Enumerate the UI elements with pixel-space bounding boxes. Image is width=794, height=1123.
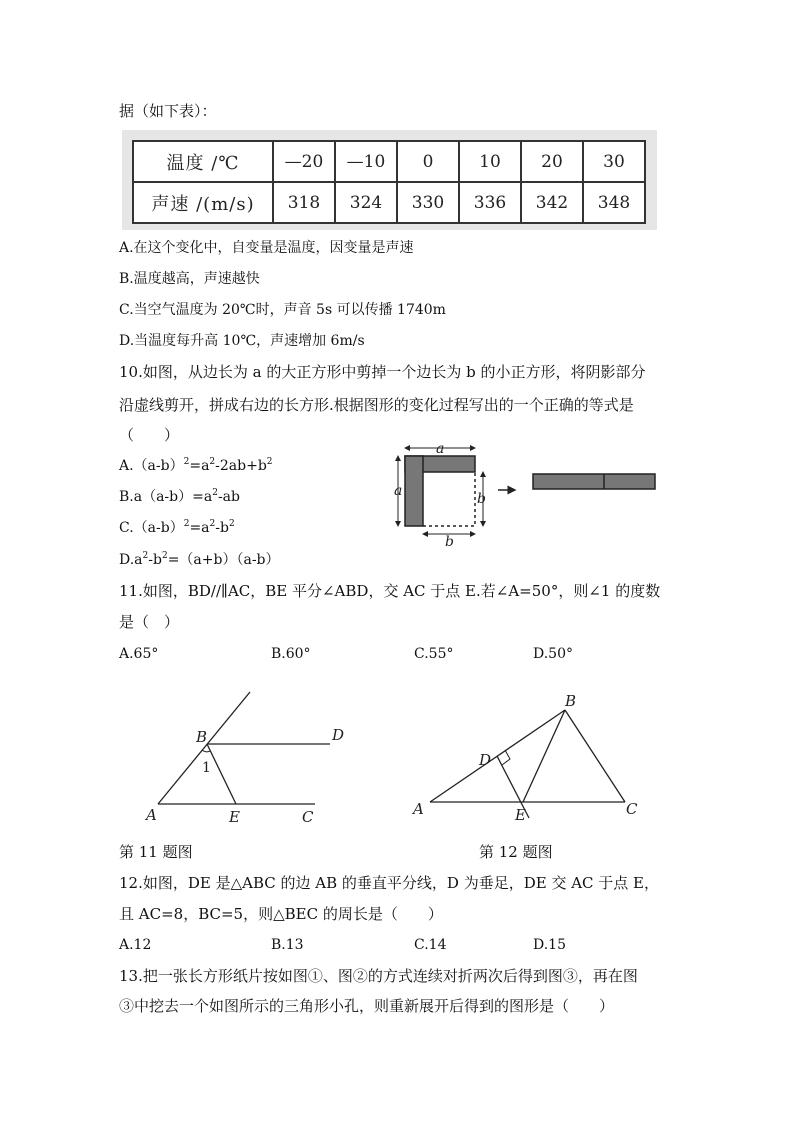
q11-option-d: D.50° <box>533 646 573 662</box>
q12-label-b: B <box>565 692 577 710</box>
q13-text-line2: ③中挖去一个如图所示的三角形小孔，则重新展开后得到的图形是（ ） <box>119 997 615 1015</box>
table-cell: 342 <box>521 182 583 223</box>
q10-result-rectangle <box>533 474 655 489</box>
table-cell: 330 <box>397 182 459 223</box>
speed-row <box>133 182 645 223</box>
table-cell: 348 <box>583 182 645 223</box>
q11-label-c: C <box>302 808 314 826</box>
q9-option-b: B.温度越高，声速越快 <box>119 271 260 287</box>
q11-caption: 第 11 题图 <box>119 843 193 861</box>
q10-option-b: $B.a(a-b)=a^2-ab$ <box>119 488 240 505</box>
q11-label-b: B <box>196 728 208 746</box>
table-cell: 324 <box>335 182 397 223</box>
q11-label-d: D <box>332 726 345 744</box>
table-cell: 20 <box>521 141 583 182</box>
q11-angle-arc <box>202 750 210 752</box>
q12-label-d: D <box>479 751 492 769</box>
q11-label-angle-1: 1 <box>202 760 211 776</box>
table-cell: —10 <box>335 141 397 182</box>
q12-side-bc <box>565 710 625 802</box>
q10-removed-square <box>423 472 475 526</box>
q11-line-ab-extended <box>158 692 250 804</box>
table-cell: 10 <box>459 141 521 182</box>
q10-label-a-left: a <box>394 483 403 499</box>
q10-shaded-left <box>405 456 423 526</box>
table-cell: 30 <box>583 141 645 182</box>
q12-text-line1: 12.如图，DE 是△ABC 的边 AB 的垂直平分线，D 为垂足，DE 交 AC 于点 E， <box>119 874 660 892</box>
q10-text-line2: 沿虚线剪开，拼成右边的长方形.根据图形的变化过程写出的一个正确的等式是 <box>119 396 634 414</box>
q11-option-c: C.55° <box>414 646 454 662</box>
q11-text-line1: 11.如图，BD//∥AC，BE 平分∠ABD，交 AC 于点 E.若∠A=50°，则∠1 的度数 <box>119 582 661 600</box>
q10-figure <box>390 440 670 550</box>
temperature-header: 温度 /℃ <box>133 141 273 182</box>
q12-option-d: D.15 <box>533 937 566 953</box>
q10-option-c: $C.(a-b)^2=a^2-b^2$ <box>119 519 235 536</box>
temperature-row <box>133 141 645 182</box>
q11-option-b: B.60° <box>271 646 311 662</box>
q11-figure <box>140 690 360 830</box>
q12-label-a: A <box>413 800 424 818</box>
intro-text: 据（如下表）： <box>119 102 217 120</box>
table-cell: 318 <box>273 182 335 223</box>
q12-option-c: C.14 <box>414 937 447 953</box>
table-cell: —20 <box>273 141 335 182</box>
q12-text-line2: 且 AC=8，BC=5，则△BEC 的周长是（ ） <box>119 905 443 923</box>
q12-option-b: B.13 <box>271 937 304 953</box>
table-cell: 0 <box>397 141 459 182</box>
q11-label-a: A <box>146 806 157 824</box>
q12-label-e: E <box>515 806 526 824</box>
q10-label-b-bottom: b <box>445 534 454 550</box>
q11-label-e: E <box>229 808 240 826</box>
q12-label-c: C <box>626 800 638 818</box>
q10-label-a-top: a <box>436 441 445 457</box>
q12-figure <box>405 690 655 830</box>
speed-table <box>122 130 657 230</box>
q11-text-line2: 是（ ） <box>119 613 180 631</box>
speed-header: 声速 /(m/s) <box>133 182 273 223</box>
q9-option-c: C.当空气温度为 20℃时，声音 5s 可以传播 1740m <box>119 302 446 318</box>
q10-option-d: $D.a^2-b^2=(a+b)(a-b)$ <box>119 551 280 568</box>
q11-line-be <box>207 744 236 804</box>
q10-label-b-right: b <box>477 491 486 507</box>
q12-caption: 第 12 题图 <box>479 843 553 861</box>
q12-option-a: A.12 <box>119 937 152 953</box>
q10-option-a: $A.(a-b)^2=a^2-2ab+b^2$ <box>119 457 273 474</box>
q10-paren: （ ） <box>119 426 180 444</box>
q9-option-d: D.当温度每升高 10℃，声速增加 6m/s <box>119 333 365 349</box>
q9-option-a: A.在这个变化中，自变量是温度，因变量是声速 <box>119 240 414 256</box>
q11-option-a: A.65° <box>119 646 159 662</box>
table-cell: 336 <box>459 182 521 223</box>
q13-text-line1: 13.把一张长方形纸片按如图①、图②的方式连续对折两次后得到图③，再在图 <box>119 967 638 985</box>
q10-text-line1: 10.如图，从边长为 a 的大正方形中剪掉一个边长为 b 的小正方形，将阴影部分 <box>119 363 646 381</box>
